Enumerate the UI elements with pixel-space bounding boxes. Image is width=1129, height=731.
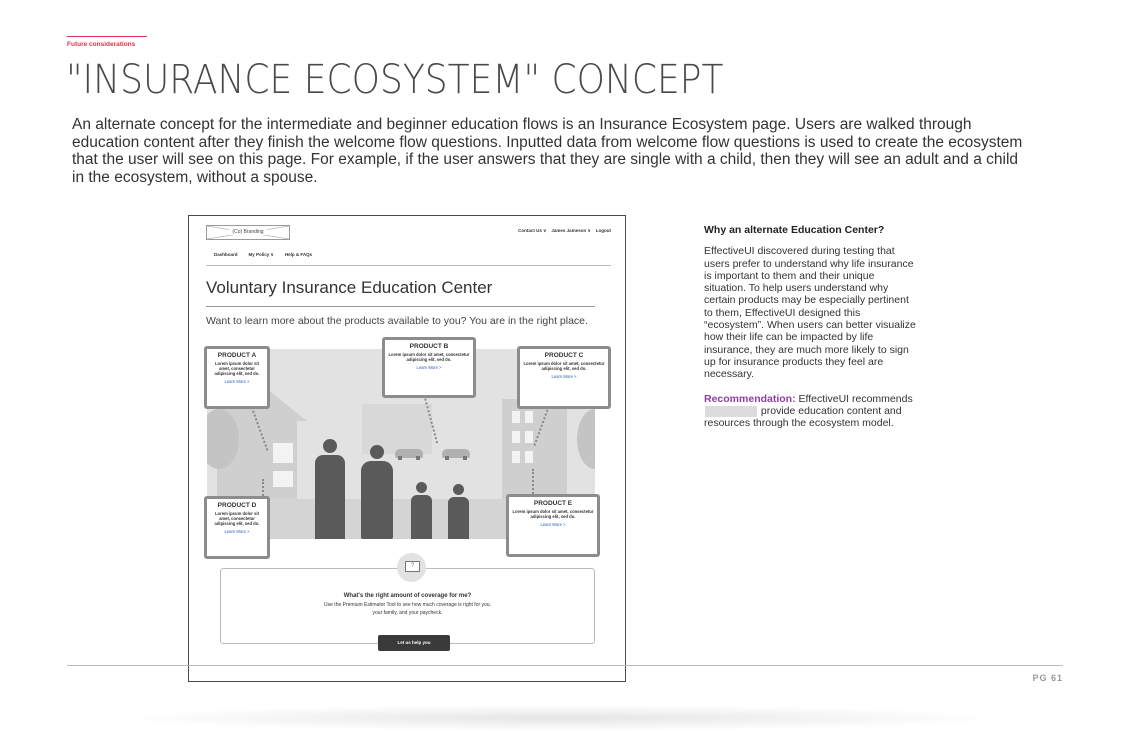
learn-more-link[interactable]: Learn More > [540,522,566,527]
logo-placeholder: (Co) Branding [206,225,290,240]
computer-help-icon: ? [397,553,426,582]
sidebar-heading: Why an alternate Education Center? [704,224,885,236]
page-number: PG 61 [1032,673,1063,683]
office-window [525,411,533,423]
office-window [512,411,520,423]
tree [577,409,595,469]
office-window [512,431,520,443]
product-card-e[interactable]: PRODUCT E Lorem ipsum dolor sit amet, consectetur adipiscing elit, sed do. Learn More > [506,494,600,557]
topnav-contact[interactable]: Contact Us ∨ [518,228,547,233]
let-us-help-button[interactable]: Let us help you [378,635,450,651]
product-card-d[interactable]: PRODUCT D Lorem ipsum dolor sit amet, consectetur adipiscing elit, sed do. Learn More > [204,496,270,559]
recommendation: Recommendation: EffectiveUI recommends provide education content and resources through the ecosystem model. [704,392,913,430]
car [395,449,423,458]
intro-paragraph: An alternate concept for the intermediate and beginner education flows is an Insurance Ecosystem page. Users are walked through education content after they finish the welcome flow questions. Inputted data from welcome flow questions is used to create the ecosystem that the user will see on this page. For example, if the user answers that they are single with a child, then they will see an adult and a child in the ecosystem, without a spouse. [72,116,1023,186]
recommendation-label: Recommendation: [704,392,796,405]
adult-figure-head [323,439,337,453]
learn-more-link[interactable]: Learn More > [224,379,250,384]
learn-more-link[interactable]: Learn More > [416,365,442,370]
child-figure [411,495,432,539]
topnav-logout[interactable]: Logout [595,228,611,233]
page-shadow [110,705,1010,731]
adult-figure [361,461,393,539]
house-window [273,443,293,463]
adult-figure [315,455,345,539]
section-label: Future considerations [67,36,147,48]
nav-dashboard[interactable]: Dashboard [214,252,238,257]
wireframe-mockup [188,215,626,682]
nav-my-policy[interactable]: My Policy ∨ [248,252,274,257]
child-figure-head [416,482,427,493]
sidebar-body: EffectiveUI discovered during testing that users prefer to understand why life insurance is important to them and their unique situation. To help users understand why certain products may be especially pertinent to them, EffectiveUI designed this “ecosystem”. When users can better visualize how their life can be impacted by life insurance, they are much more likely to sign up for insurance products they feel are necessary. [704,245,916,381]
redacted-text [705,406,757,417]
footer-divider [67,665,1063,666]
wireframe-subtitle: Want to learn more about the products available to you? You are in the right place. [206,315,588,327]
coverage-question: What's the right amount of coverage for me? [343,593,472,599]
adult-figure-head [370,445,384,459]
product-card-b[interactable]: PRODUCT B Lorem ipsum dolor sit amet, consectetur adipiscing elit, sed do. Learn More > [382,337,476,398]
nav-divider [206,265,611,266]
office-window [512,451,520,463]
learn-more-link[interactable]: Learn More > [224,529,250,534]
office-window [525,451,533,463]
child-figure [448,497,469,539]
product-card-c[interactable]: PRODUCT C Lorem ipsum dolor sit amet, consectetur adipiscing elit, sed do. Learn More > [517,346,611,409]
child-figure-head [453,484,464,495]
topnav-user[interactable]: James Jameson ∨ [551,228,591,233]
wireframe-title: Voluntary Insurance Education Center [206,278,493,297]
connector [532,469,534,494]
house-window [273,471,293,487]
main-nav [214,252,312,258]
car [442,449,470,458]
page-title: "INSURANCE ECOSYSTEM" CONCEPT [66,57,724,103]
nav-help[interactable]: Help & FAQs [284,252,313,257]
product-card-a[interactable]: PRODUCT A Lorem ipsum dolor sit amet, consectetur adipiscing elit, sed do. Learn More > [204,346,270,409]
coverage-desc: Use the Premium Estimator Tool to see how much coverage is right for you, your family, and your paycheck. [324,602,491,616]
learn-more-link[interactable]: Learn More > [551,374,577,379]
office-window [525,431,533,443]
top-nav [518,228,611,234]
title-divider [206,306,595,307]
sidebar-notes [704,224,919,429]
